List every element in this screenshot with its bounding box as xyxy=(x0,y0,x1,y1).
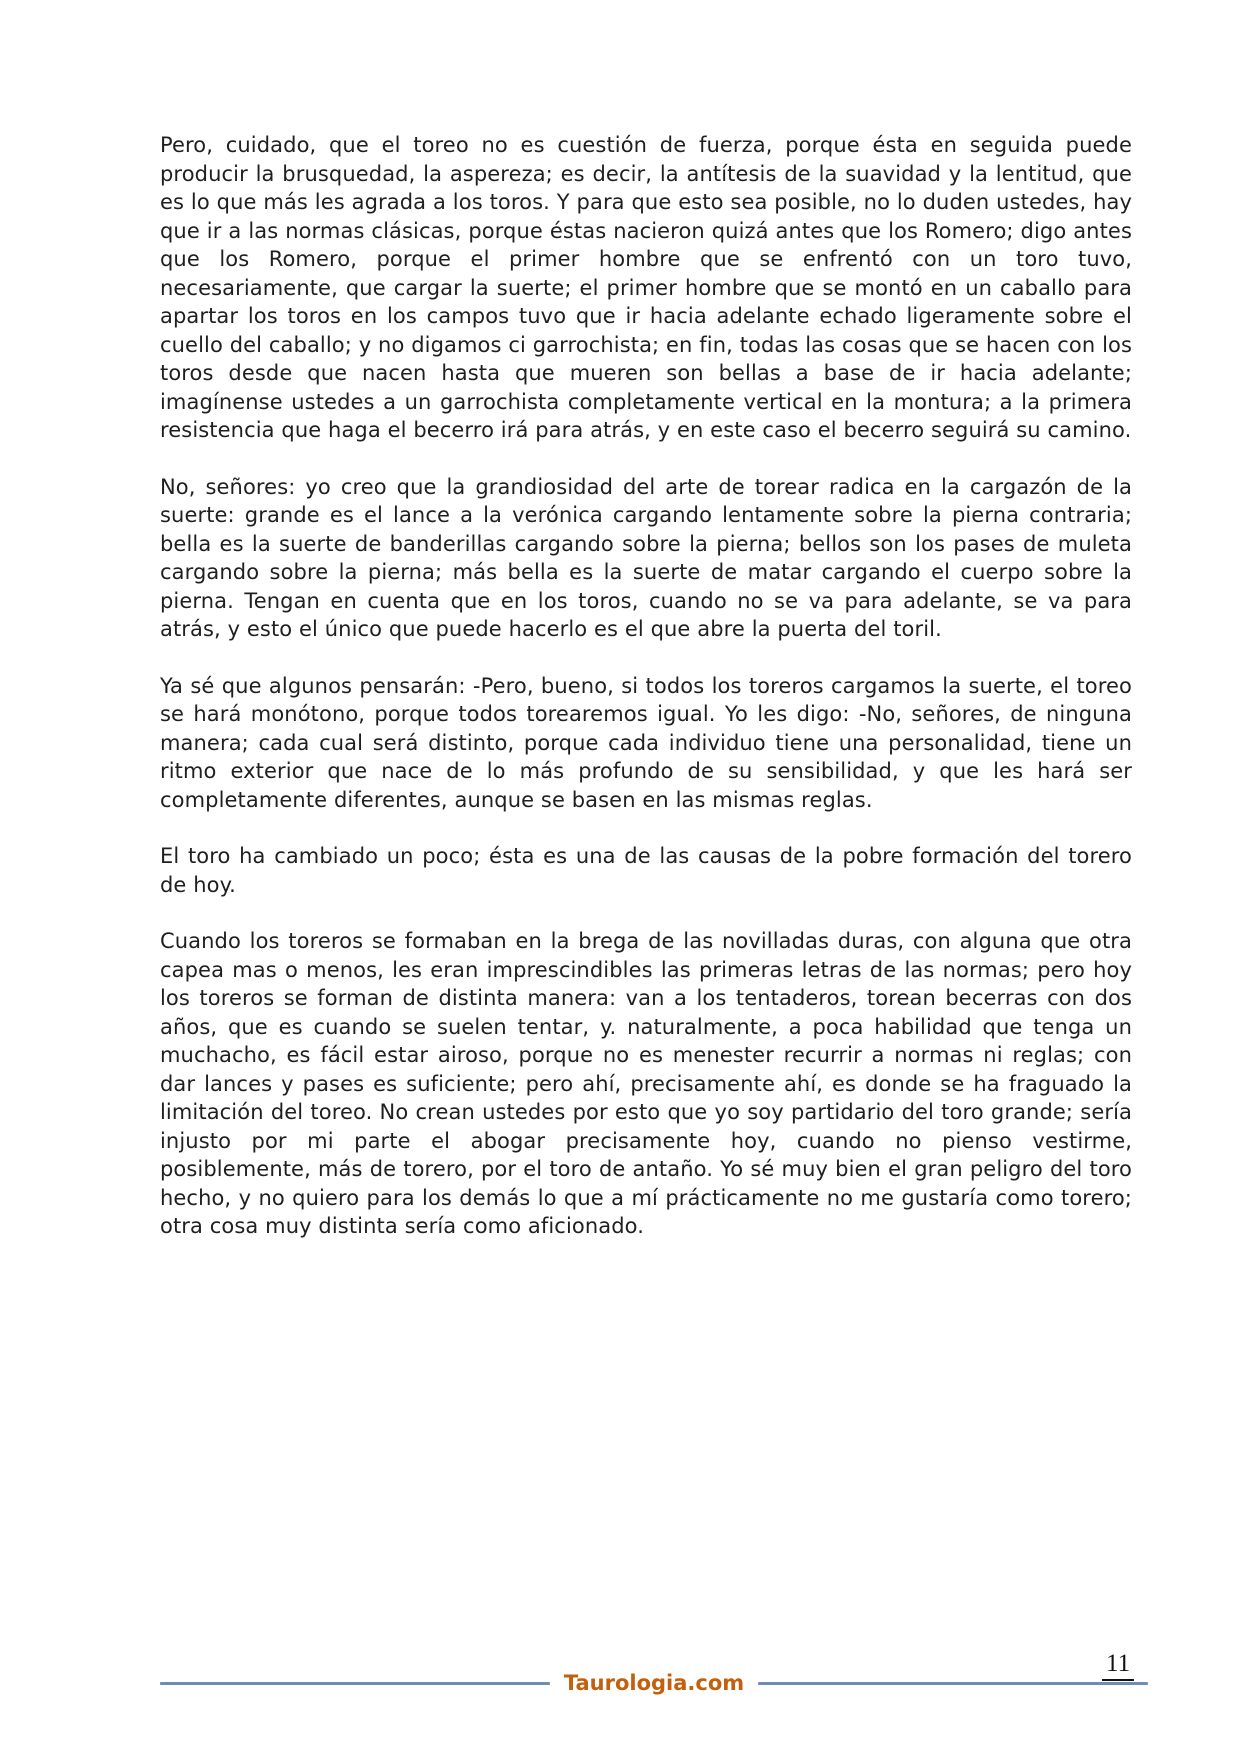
body-paragraph: Cuando los toreros se formaban en la brega de las novilladas duras, con alguna que otra capea mas o menos, les eran imprescindibles las primeras letras de las normas; pero hoy los toreros se forman de distinta manera: van a los tentaderos, torean becerras con dos años, que es cuando se suelen tentar, y. naturalmente, a poca habilidad que tenga un muchacho, es fácil estar airoso, porque no es menester recurrir a normas ni reglas; con dar lances y pases es suficiente; pero ahí, precisamente ahí, es donde se ha fraguado la limitación del toreo. No crean ustedes por esto que yo soy partidario del toro grande; sería injusto por mi parte el abogar precisamente hoy, cuando no pienso vestirme, posiblemente, más de torero, por el toro de antaño. Yo sé muy bien el gran peligro del toro hecho, y no quiero para los demás lo que a mí prácticamente no me gustaría como torero; otra cosa muy distinta sería como aficionado. xyxy=(160,929,1132,1238)
page-number: 11 xyxy=(1102,1650,1134,1681)
page-footer xyxy=(160,1670,1148,1696)
footer-rule-left xyxy=(160,1682,550,1685)
body-paragraph: Ya sé que algunos pensarán: -Pero, bueno, si todos los toreros cargamos la suerte, el toreo se hará monótono, porque todos torearemos igual. Yo les digo: -No, señores, de ninguna manera; cada cual será distinto, porque cada individuo tiene una personalidad, tiene un ritmo exterior que nace de lo más profundo de su sensibilidad, y que les hará ser completamente diferentes, aunque se basen en las mismas reglas. xyxy=(160,673,1132,812)
footer-site-label[interactable]: Taurologia.com xyxy=(563,1670,745,1695)
footer-rule-right xyxy=(758,1682,1148,1685)
body-paragraph: El toro ha cambiado un poco; ésta es una de las causas de la pobre formación del torero de hoy. xyxy=(160,844,1132,897)
document-body xyxy=(160,131,1132,1269)
body-paragraph: No, señores: yo creo que la grandiosidad del arte de torear radica en la cargazón de la suerte: grande es el lance a la verónica cargando lentamente sobre la pierna contraria; bella es la suerte de banderillas cargando sobre la pierna; bellos son los pases de muleta cargando sobre la pierna; más bella es la suerte de matar cargando el cuerpo sobre la pierna. Tengan en cuenta que en los toros, cuando no se va para adelante, se va para atrás, y esto el único que puede hacerlo es el que abre la puerta del toril. xyxy=(160,474,1132,641)
body-paragraph: Pero, cuidado, que el toreo no es cuestión de fuerza, porque ésta en seguida puede producir la brusquedad, la aspereza; es decir, la antítesis de la suavidad y la lentitud, que es lo que más les agrada a los toros. Y para que esto sea posible, no lo duden ustedes, hay que ir a las normas clásicas, porque éstas nacieron quizá antes que los Romero; digo antes que los Romero, porque el primer hombre que se enfrentó con un toro tuvo, necesariamente, que cargar la suerte; el primer hombre que se montó en un caballo para apartar los toros en los campos tuvo que ir hacia adelante echado ligeramente sobre el cuello del caballo; y no digamos ci garrochista; en fin, todas las cosas que se hacen con los toros desde que nacen hasta que mueren son bellas a base de ir hacia adelante; imagínense ustedes a un garrochista completamente vertical en la montura; a la primera resistencia que haga el becerro irá para atrás, y en este caso el becerro seguirá su camino. xyxy=(160,133,1132,442)
